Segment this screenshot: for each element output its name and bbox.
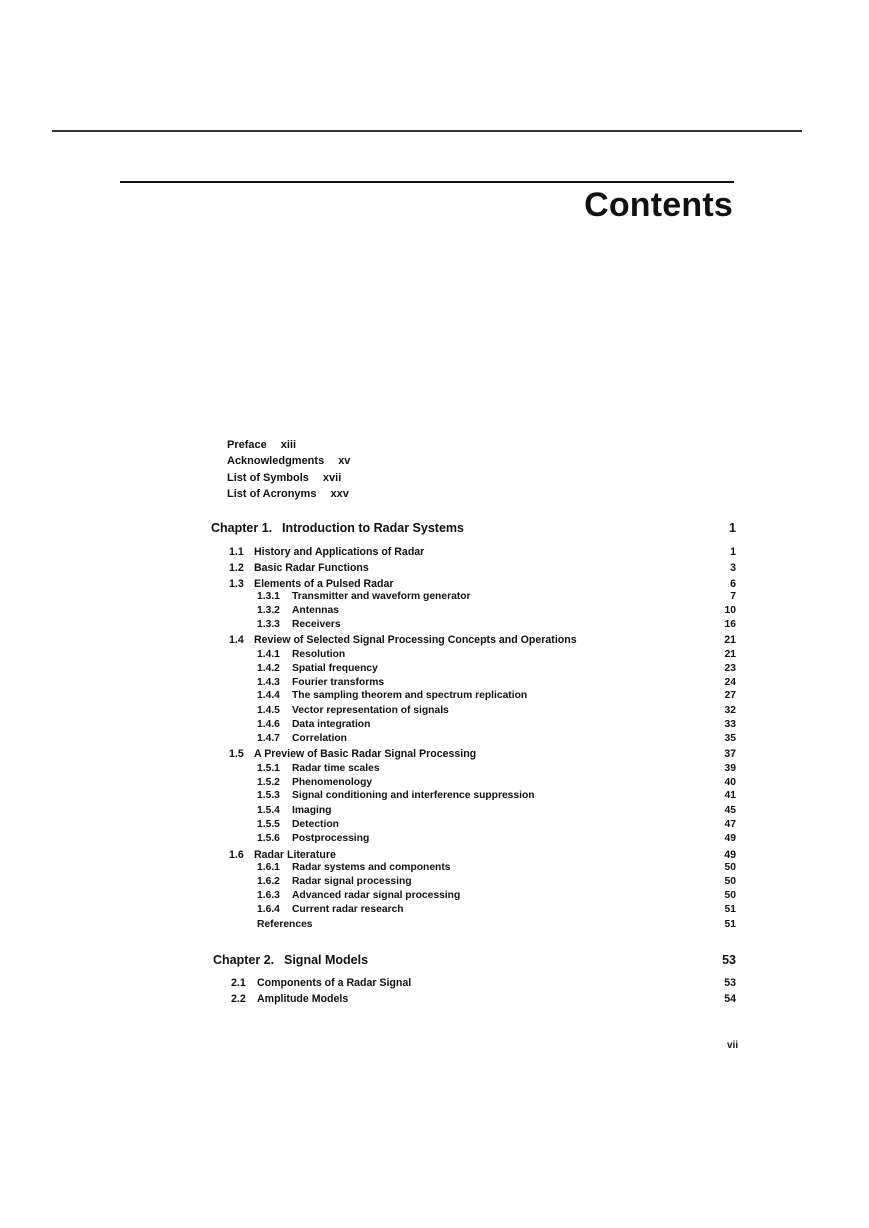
section-title[interactable]: The sampling theorem and spectrum replication [292, 690, 528, 701]
section-number: 1.5.6 [257, 833, 280, 844]
toc-page-number: 1 [730, 546, 736, 558]
toc-page-number: 45 [724, 805, 736, 816]
chapter-number: Chapter 1. [211, 521, 273, 535]
section-title[interactable]: Basic Radar Functions [254, 562, 369, 574]
toc-page-number: 10 [724, 605, 736, 616]
section-number: 1.6 [229, 849, 244, 861]
toc-page-number: 21 [724, 634, 736, 646]
section-number: 1.4 [229, 634, 244, 646]
section-title[interactable]: Fourier transforms [292, 677, 385, 688]
section-title[interactable]: Advanced radar signal processing [292, 890, 461, 901]
section-number: 1.3.3 [257, 619, 280, 630]
toc-page-number: 53 [722, 953, 736, 967]
section-number: 1.6.2 [257, 876, 280, 887]
toc-page-number: 53 [724, 977, 736, 989]
section-number: 1.5.5 [257, 819, 280, 830]
front-matter-label: Preface [227, 439, 267, 451]
section-number: 1.6.3 [257, 890, 280, 901]
section-title[interactable]: Radar systems and components [292, 862, 451, 873]
section-number: 1.4.5 [257, 705, 280, 716]
section-title[interactable]: Transmitter and waveform generator [292, 591, 471, 602]
page-number: vii [727, 1040, 739, 1051]
section-number: 1.4.1 [257, 649, 280, 660]
section-title[interactable]: Phenomenology [292, 777, 373, 788]
toc-page-number: 49 [724, 849, 736, 861]
section-number: 1.5.3 [257, 790, 280, 801]
toc-page-number: 24 [724, 677, 736, 688]
section-title[interactable]: Postprocessing [292, 833, 370, 844]
section-title[interactable]: Imaging [292, 805, 332, 816]
toc-page-number: 40 [724, 777, 736, 788]
section-title[interactable]: Spatial frequency [292, 663, 378, 674]
toc-page-number: 23 [724, 663, 736, 674]
section-title[interactable]: Data integration [292, 719, 371, 730]
section-title[interactable]: Antennas [292, 605, 339, 616]
front-matter-label: Acknowledgments [227, 455, 325, 468]
toc-page-number: 6 [730, 578, 736, 590]
references-entry[interactable]: References [257, 919, 313, 930]
toc-page-number: 1 [729, 521, 736, 535]
toc-page-number: 39 [724, 763, 736, 774]
front-matter-page: xvii [322, 471, 342, 484]
front-matter-page: xv [338, 455, 351, 468]
section-title[interactable]: Radar time scales [292, 763, 380, 774]
section-title[interactable]: Current radar research [292, 904, 404, 915]
toc-page-number: 16 [724, 619, 736, 630]
section-number: 1.5.4 [257, 805, 280, 816]
section-title[interactable]: Radar Literature [254, 849, 336, 861]
section-title[interactable]: Detection [292, 819, 339, 830]
section-title[interactable]: Review of Selected Signal Processing Concepts and Operations [254, 634, 577, 646]
section-number: 1.5.1 [257, 763, 280, 774]
chapter-title[interactable]: Introduction to Radar Systems [282, 521, 464, 535]
section-number: 2.2 [231, 993, 246, 1005]
toc-page-number: 50 [724, 862, 736, 873]
section-title[interactable]: History and Applications of Radar [254, 546, 425, 558]
toc-page-number: 7 [730, 591, 736, 602]
toc-page-number: 50 [724, 876, 736, 887]
section-number: 1.4.4 [257, 690, 280, 701]
toc-page-number: 50 [724, 890, 736, 901]
section-number: 1.4.3 [257, 677, 280, 688]
section-number: 1.6.4 [257, 904, 280, 915]
chapter-title[interactable]: Signal Models [284, 953, 369, 967]
toc-page-number: 32 [724, 705, 736, 716]
toc-page-number: 27 [724, 690, 736, 701]
front-matter-label: List of Symbols [227, 471, 309, 484]
section-title[interactable]: Amplitude Models [257, 993, 349, 1005]
toc-page-number: 47 [724, 819, 736, 830]
section-title[interactable]: Resolution [292, 649, 346, 660]
section-title[interactable]: Radar signal processing [292, 876, 412, 887]
section-title[interactable]: Vector representation of signals [292, 705, 449, 716]
front-matter-page: xiii [280, 439, 297, 451]
section-number: 1.3.2 [257, 605, 280, 616]
section-title[interactable]: Correlation [292, 733, 347, 744]
section-title[interactable]: Elements of a Pulsed Radar [254, 578, 394, 590]
toc-page-number: 41 [724, 790, 736, 801]
toc-page-number: 35 [724, 733, 736, 744]
page-title: Contents [584, 186, 733, 224]
toc-page-number: 54 [724, 993, 736, 1005]
section-number: 1.4.7 [257, 733, 280, 744]
section-title[interactable]: Components of a Radar Signal [257, 977, 412, 989]
section-number: 1.4.2 [257, 663, 280, 674]
section-number: 2.1 [231, 977, 246, 989]
toc-page-number: 33 [724, 719, 736, 730]
section-number: 1.3.1 [257, 591, 280, 602]
toc-page-number: 51 [724, 904, 736, 915]
section-number: 1.5 [229, 748, 244, 760]
chapter-number: Chapter 2. [213, 953, 275, 967]
section-number: 1.2 [229, 562, 244, 574]
section-number: 1.1 [229, 546, 244, 558]
toc-page-number: 3 [730, 562, 736, 574]
front-matter-page: xxv [330, 487, 349, 500]
section-title[interactable]: A Preview of Basic Radar Signal Processing [254, 748, 477, 760]
toc-page-number: 49 [724, 833, 736, 844]
section-number: 1.3 [229, 578, 244, 590]
toc-page-number: 21 [724, 649, 736, 660]
toc-page-number: 37 [724, 748, 736, 760]
section-title[interactable]: Receivers [292, 619, 341, 630]
section-number: 1.4.6 [257, 719, 280, 730]
toc-page-number: 51 [724, 919, 736, 930]
section-number: 1.6.1 [257, 862, 280, 873]
section-number: 1.5.2 [257, 777, 280, 788]
section-title[interactable]: Signal conditioning and interference suppression [292, 790, 535, 801]
front-matter-label: List of Acronyms [227, 487, 317, 500]
